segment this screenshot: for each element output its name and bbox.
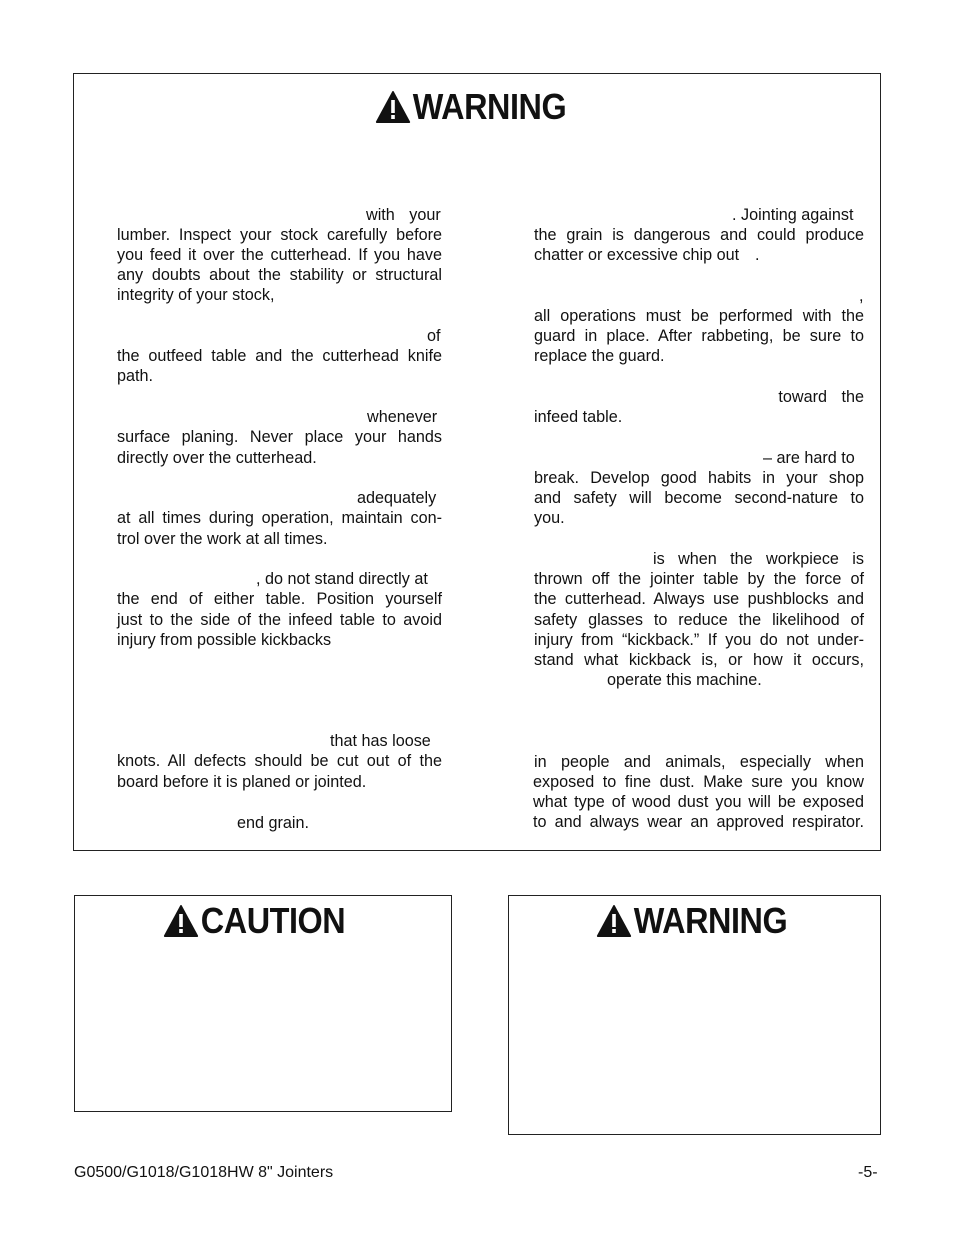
left-line: integrity of your stock, [117, 286, 275, 304]
right-line: infeed table. [534, 408, 623, 426]
left-line: just to the side of the infeed table to avoid [117, 611, 442, 629]
left-line: , do not stand directly at [256, 570, 428, 588]
right-line: all operations must be performed with the [534, 307, 864, 325]
right-line: in people and animals, especially when [534, 753, 864, 771]
right-line: replace the guard. [534, 347, 665, 365]
left-line: board before it is planed or jointed. [117, 773, 367, 791]
right-line: what type of wood dust you will be exposed [533, 793, 864, 811]
right-line: you. [534, 509, 565, 527]
left-line: of [427, 327, 441, 345]
main-warning-signal [375, 86, 566, 128]
exclamation-triangle-icon [596, 904, 632, 938]
right-line: break. Develop good habits in your shop [534, 469, 864, 487]
left-line: you feed it over the cutterhead. If you have [117, 246, 442, 264]
right-line: is when the workpiece is [653, 550, 864, 568]
left-line: the end of either table. Position yourself [117, 590, 442, 608]
left-line: knots. All defects should be cut out of the [117, 752, 442, 770]
caution-word: CAUTION [200, 900, 346, 941]
right-line: the grain is dangerous and could produce [534, 226, 864, 244]
right-line: . Jointing against [732, 206, 854, 224]
left-line: whenever [367, 408, 438, 426]
right-line: exposed to fine dust. Make sure you know [533, 773, 864, 791]
right-line: injury from “kickback.” If you do not under- [534, 631, 864, 649]
right-line: . [755, 246, 760, 264]
right-line: guard in place. After rabbeting, be sure to [534, 327, 864, 345]
right-line: the cutterhead. Always use pushblocks and [534, 590, 864, 608]
right-line: stand what kickback is, or how it occurs, [534, 651, 864, 669]
left-line: adequately [357, 489, 437, 507]
left-line: end grain. [237, 814, 309, 832]
right-line: thrown off the jointer table by the force of [534, 570, 864, 588]
small-warning-signal [596, 900, 787, 942]
left-line: trol over the work at all times. [117, 530, 328, 548]
right-line: to and always wear an approved respirator. [533, 813, 864, 831]
left-line: path. [117, 367, 154, 385]
footer-model-title: G0500/G1018/G1018HW 8" Jointers [74, 1164, 334, 1181]
small-warning-word: WARNING [633, 900, 788, 941]
left-line: that has loose [330, 732, 431, 750]
right-line: – are hard to [763, 449, 855, 467]
left-line: surface planing. Never place your hands [117, 428, 442, 446]
right-line: , [859, 287, 864, 305]
left-line: any doubts about the stability or structural [117, 266, 442, 284]
left-line: directly over the cutterhead. [117, 449, 317, 467]
right-line: and safety will become second-nature to [534, 489, 864, 507]
left-line: with your [366, 206, 441, 224]
left-line: at all times during operation, maintain con- [117, 509, 442, 527]
right-line: safety glasses to reduce the likelihood of [534, 611, 864, 629]
right-line: toward the [778, 388, 864, 406]
exclamation-triangle-icon [375, 90, 411, 124]
left-line: the outfeed table and the cutterhead knife [117, 347, 442, 365]
right-line: operate this machine. [607, 671, 762, 689]
main-warning-word: WARNING [412, 86, 567, 127]
left-line: lumber. Inspect your stock carefully before [117, 226, 442, 244]
footer-page-number: -5- [858, 1164, 878, 1181]
exclamation-triangle-icon [163, 904, 199, 938]
right-line: chatter or excessive chip out [534, 246, 740, 264]
caution-signal [163, 900, 345, 942]
left-line: injury from possible kickbacks [117, 631, 332, 649]
